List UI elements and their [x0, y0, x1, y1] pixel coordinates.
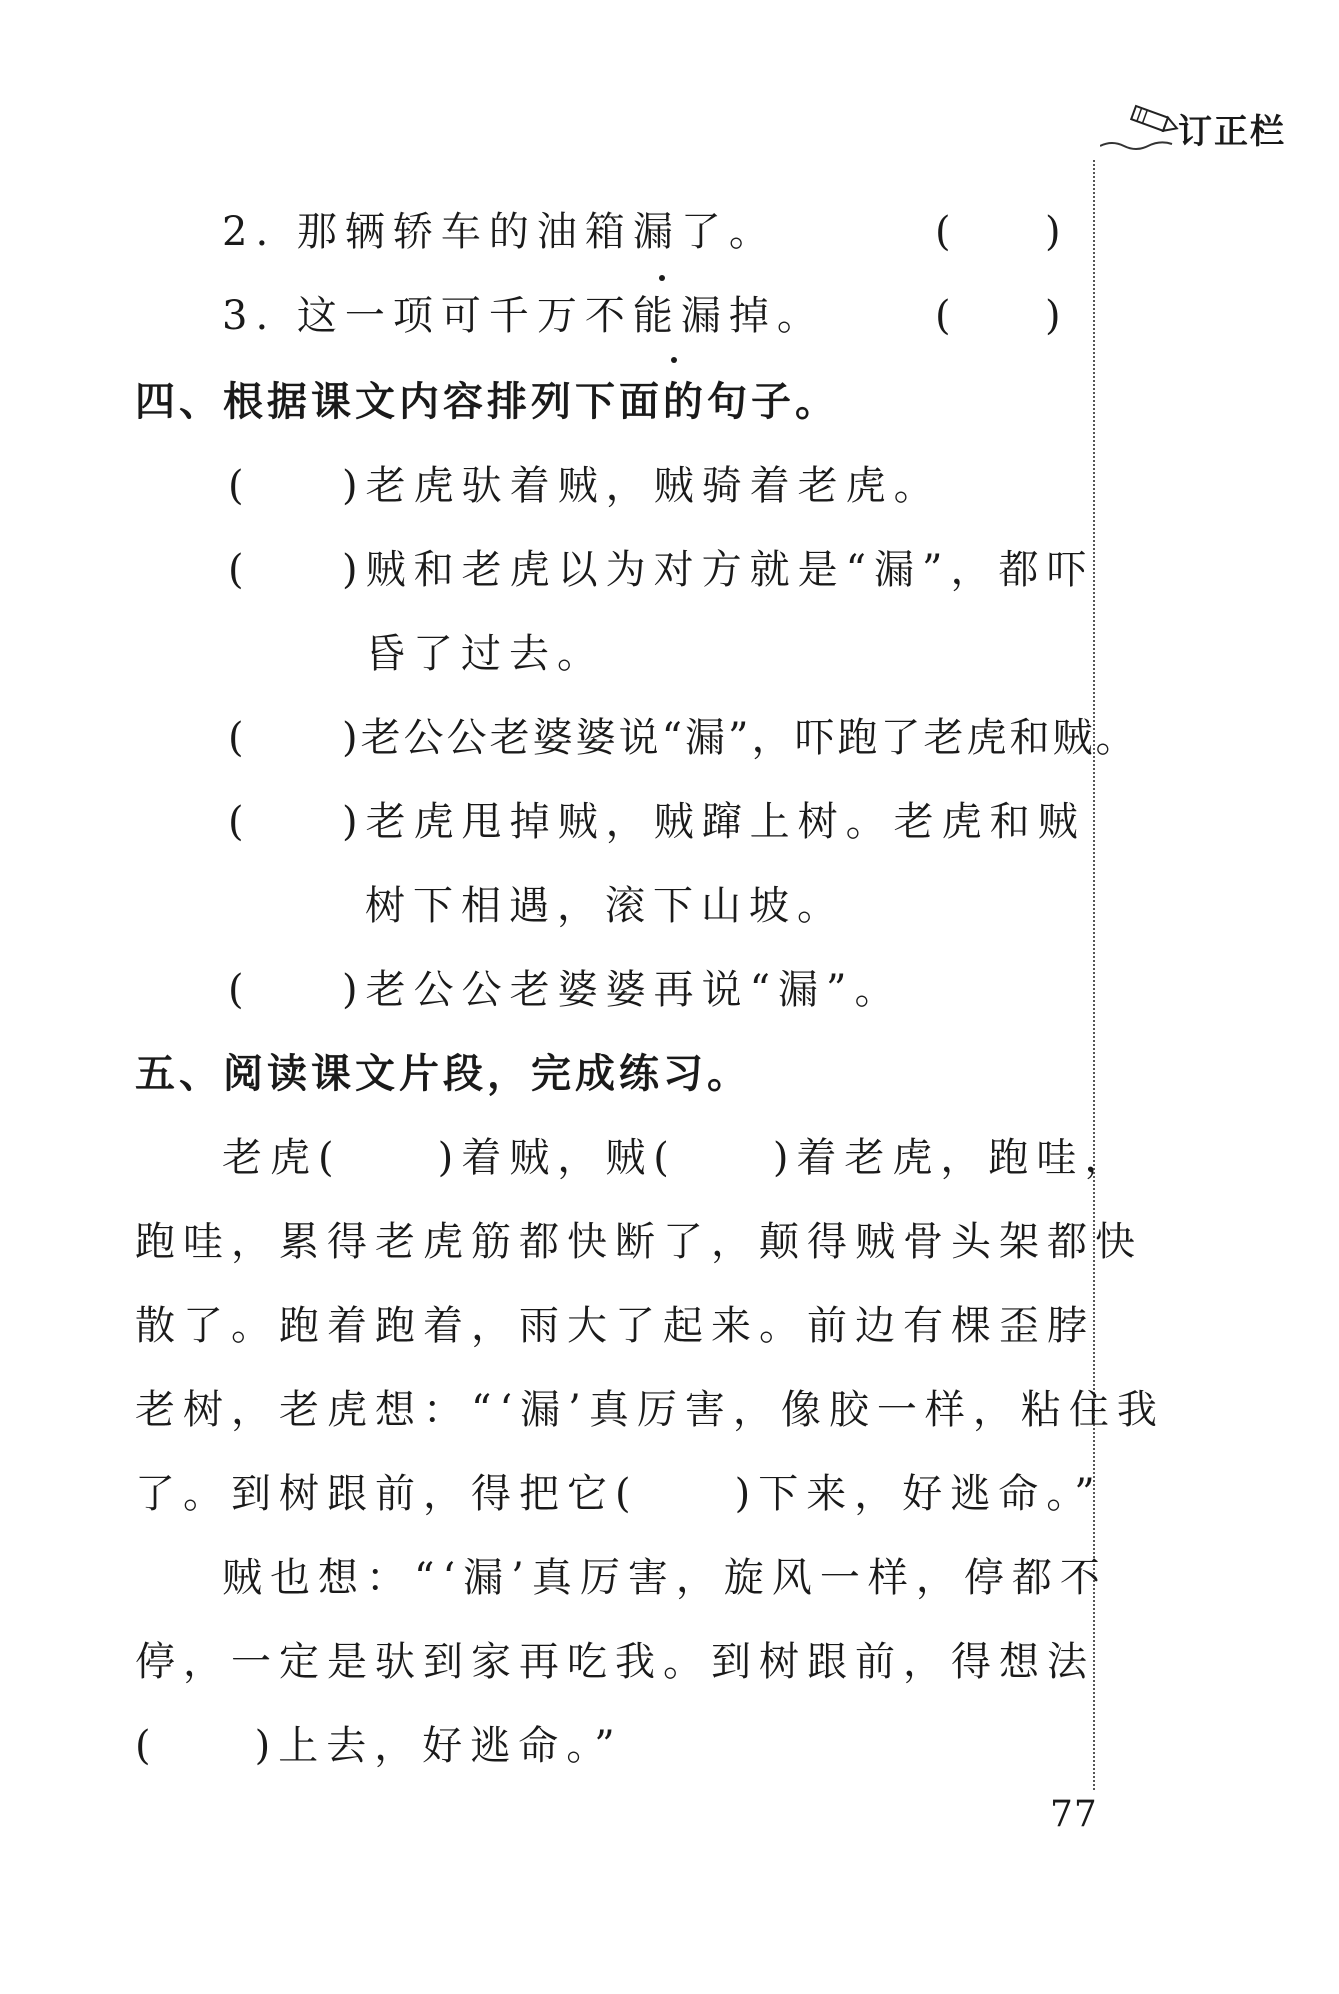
passage-line: 贼也想：“‘漏’真厉害，旋风一样，停都不 — [222, 1555, 1108, 1601]
page-number: 77 — [1050, 1794, 1098, 1835]
order-item-1: )老虎驮着贼，贼骑着老虎。 — [342, 463, 942, 509]
correction-column-header — [1100, 96, 1335, 156]
passage-line: 老树，老虎想：“‘漏’真厉害，像胶一样，粘住我 — [135, 1387, 1165, 1433]
passage-line: 停，一定是驮到家再吃我。到树跟前，得想法 — [135, 1639, 1095, 1685]
correction-column-divider — [1093, 160, 1095, 1790]
order-item-2: )贼和老虎以为对方就是“漏”，都吓 — [342, 547, 1095, 593]
order-paren-open: ( — [228, 463, 244, 509]
order-paren-open: ( — [228, 967, 244, 1013]
passage-line: 散了。跑着跑着，雨大了起来。前边有棵歪脖 — [135, 1303, 1095, 1349]
answer-paren-open: ( — [935, 209, 951, 255]
answer-paren-close: ) — [1045, 293, 1061, 339]
order-item-4: )老虎甩掉贼，贼蹿上树。老虎和贼 — [342, 799, 1086, 845]
section-4-title: 四、根据课文内容排列下面的句子。 — [135, 379, 839, 425]
section-5-title: 五、阅读课文片段，完成练习。 — [135, 1051, 751, 1097]
order-paren-open: ( — [228, 799, 244, 845]
order-item-4-continued: 树下相遇，滚下山坡。 — [365, 883, 845, 929]
order-item-5: )老公公老婆婆再说“漏”。 — [342, 967, 903, 1013]
order-item-2-continued: 昏了过去。 — [365, 631, 605, 677]
emphasis-dot — [659, 275, 665, 281]
passage-line: 跑哇，累得老虎筋都快断了，颠得贼骨头架都快 — [135, 1219, 1143, 1265]
emphasis-dot — [671, 357, 677, 363]
order-paren-open: ( — [228, 547, 244, 593]
question-item-2: 2. 那辆轿车的油箱漏了。 — [222, 209, 777, 255]
answer-paren-close: ) — [1045, 209, 1061, 255]
order-paren-open: ( — [228, 715, 244, 761]
question-item-3: 3. 这一项可千万不能漏掉。 — [222, 293, 825, 339]
passage-line: 了。到树跟前，得把它( )下来，好逃命。” — [135, 1471, 1103, 1517]
passage-line: ( )上去，好逃命。” — [135, 1723, 623, 1769]
order-item-3: )老公公老婆婆说“漏”，吓跑了老虎和贼。 — [342, 715, 1139, 761]
answer-paren-open: ( — [935, 293, 951, 339]
passage-line: 老虎( )着贼，贼( )着老虎，跑哇， — [222, 1135, 1133, 1181]
correction-column-title: 订正栏 — [1178, 112, 1286, 152]
